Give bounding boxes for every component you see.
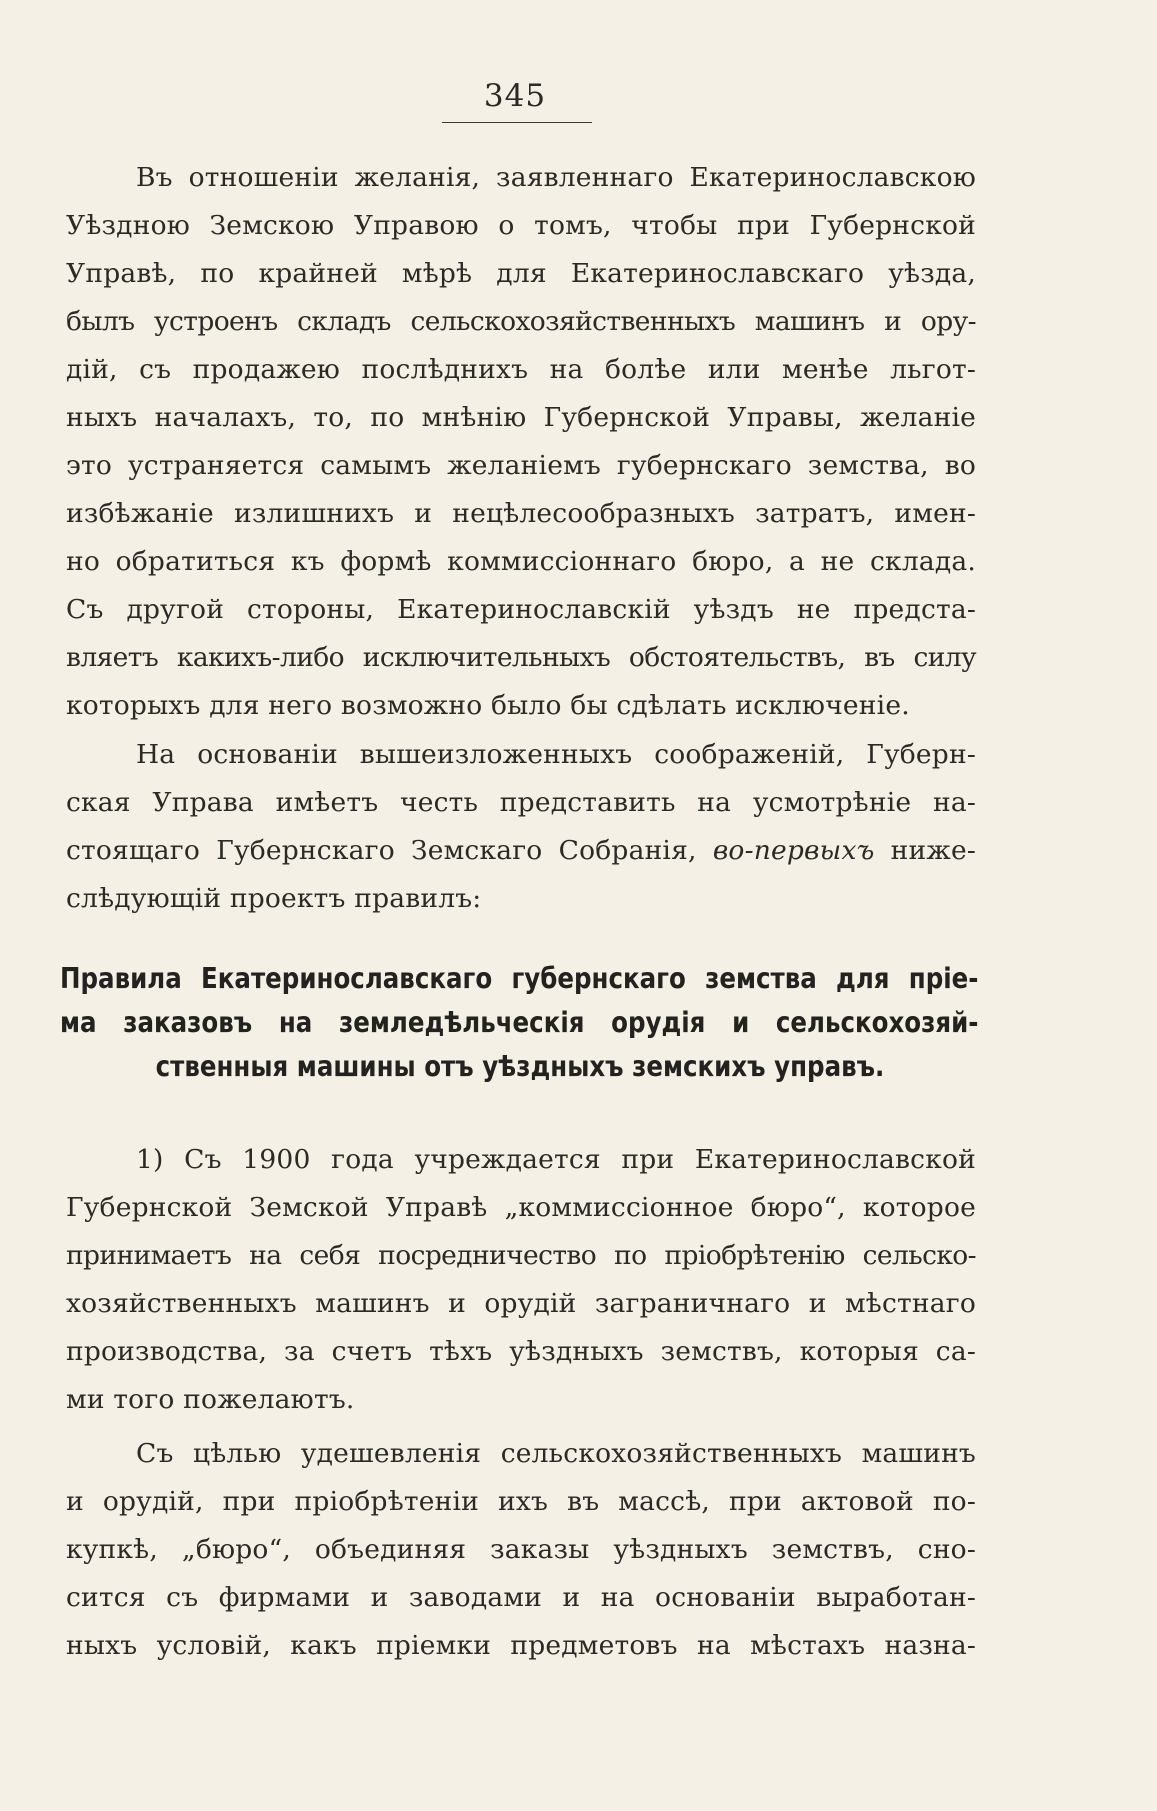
- text-line: Въ отношенiи желанiя, заявленнаго Екатеринославскою: [136, 162, 976, 193]
- text-line-with-emphasis: [66, 827, 976, 875]
- text-line: Управѣ, по крайней мѣрѣ для Екатеринославскаго уѣзда,: [66, 258, 976, 289]
- text-line: Съ другой стороны, Екатеринославскiй уѣздъ не предста-: [66, 594, 976, 625]
- text-line: ми того пожелаютъ.: [66, 1384, 355, 1415]
- text-line: хозяйственныхъ машинъ и орудiй заграничнаго и мѣстнаго: [66, 1288, 976, 1319]
- text-line: принимаетъ на себя посредничество по прiобрѣтенiю сельско-: [66, 1240, 976, 1271]
- page-number-rule: [442, 122, 592, 123]
- paragraph-2: [66, 731, 976, 923]
- text-line: сится съ фирмами и заводами и на основанiи выработан-: [66, 1582, 976, 1613]
- paragraph-4: [66, 1430, 976, 1670]
- text-line: это устраняется самымъ желанiемъ губернскаго земства, во: [66, 450, 976, 481]
- text-line: былъ устроенъ складъ сельскохозяйственныхъ машинъ и ору-: [66, 306, 976, 337]
- text-line: и орудiй, при прiобрѣтенiи ихъ въ массѣ, при актовой по-: [66, 1486, 976, 1517]
- text-line: ныхъ условiй, какъ прiемки предметовъ на мѣстахъ назна-: [66, 1630, 976, 1661]
- text-line: но обратиться къ формѣ коммиссiоннаго бюро, а не склада.: [66, 546, 976, 577]
- text-line: вляетъ какихъ-либо исключительныхъ обстоятельствъ, въ силу: [66, 642, 976, 673]
- text-line: На основанiи вышеизложенныхъ соображенiй, Губерн-: [136, 739, 976, 770]
- text-line: избѣжанiе излишнихъ и нецѣлесообразныхъ затратъ, имен-: [66, 498, 976, 529]
- text-line: Уѣздною Земскою Управою о томъ, чтобы при Губернской: [66, 210, 976, 241]
- heading-line: ственныя машины отъ уѣздныхъ земскихъ управъ.: [155, 1050, 885, 1083]
- text-line: купкѣ, „бюро“, объединяя заказы уѣздныхъ земствъ, сно-: [66, 1534, 976, 1565]
- text-line: дiй, съ продажею послѣднихъ на болѣе или менѣе льгот-: [66, 354, 976, 385]
- heading-line: Правила Екатеринославскаго губернскаго земства для прiе-: [60, 962, 979, 995]
- text-line: производства, за счетъ тѣхъ уѣздныхъ земствъ, которыя са-: [66, 1336, 976, 1367]
- emphasized-word: во-первыхъ: [712, 835, 875, 866]
- text-line: Съ цѣлью удешевленiя сельскохозяйственныхъ машинъ: [136, 1438, 976, 1469]
- text-segment: ниже-: [874, 835, 976, 866]
- paragraph-3: [66, 1136, 976, 1424]
- text-line: 1) Съ 1900 года учреждается при Екатеринославской: [136, 1144, 976, 1175]
- paragraph-1: [66, 154, 976, 730]
- text-line: Губернской Земской Управѣ „коммиссiонное бюро“, которое: [66, 1192, 976, 1223]
- page-number: 345: [483, 78, 547, 114]
- text-line: ныхъ началахъ, то, по мнѣнiю Губернской Управы, желанiе: [66, 402, 976, 433]
- text-line: ская Управа имѣетъ честь представить на усмотрѣнiе на-: [66, 787, 976, 818]
- text-line: слѣдующiй проектъ правилъ:: [66, 883, 482, 914]
- rules-heading: [60, 957, 980, 1089]
- heading-line: ма заказовъ на земледѣльческiя орудiя и сельскохозяй-: [60, 1006, 979, 1039]
- text-segment: стоящаго Губернскаго Земскаго Собранiя,: [66, 835, 713, 866]
- text-line: которыхъ для него возможно было бы сдѣлать исключенiе.: [66, 690, 910, 721]
